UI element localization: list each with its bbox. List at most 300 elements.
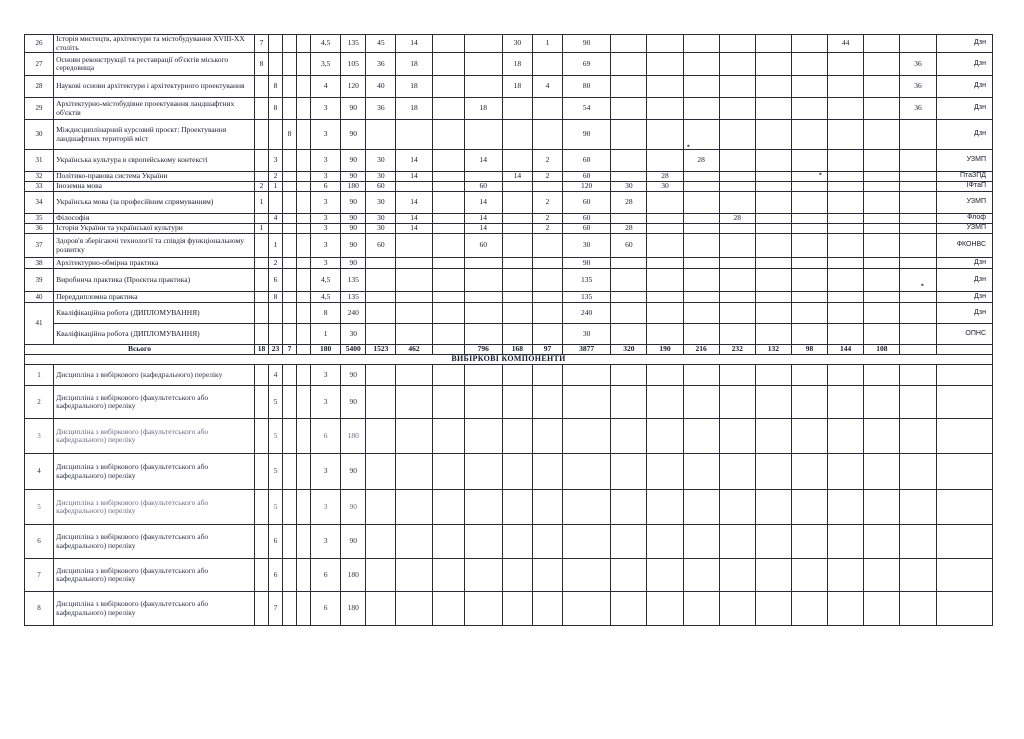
value-cell	[283, 224, 297, 234]
value-cell	[432, 365, 464, 386]
value-cell	[432, 224, 464, 234]
value-cell	[283, 192, 297, 214]
total-value: 1523	[366, 345, 396, 355]
value-cell	[719, 490, 755, 525]
value-cell	[432, 559, 464, 592]
value-cell: 18	[464, 98, 502, 120]
discipline-name: Кваліфікаційна робота (ДИПЛОМУВАННЯ)	[54, 324, 255, 345]
value-cell: 1	[254, 224, 268, 234]
value-cell	[791, 525, 827, 559]
value-cell	[254, 419, 268, 454]
department-code: Дзн	[936, 269, 992, 292]
value-cell	[283, 172, 297, 182]
value-cell	[532, 365, 562, 386]
value-cell	[366, 386, 396, 419]
value-cell	[254, 258, 268, 269]
value-cell: 60	[563, 192, 611, 214]
row-number: 39	[25, 269, 54, 292]
value-cell	[647, 324, 683, 345]
value-cell: 14	[464, 224, 502, 234]
department-code: Дзн	[936, 76, 992, 98]
value-cell	[297, 214, 311, 224]
value-cell	[864, 53, 900, 76]
value-cell	[683, 559, 719, 592]
value-cell	[719, 182, 755, 192]
value-cell	[647, 120, 683, 150]
value-cell	[864, 592, 900, 626]
value-cell	[755, 76, 791, 98]
value-cell: 60	[366, 234, 396, 258]
value-cell	[828, 559, 864, 592]
value-cell	[283, 258, 297, 269]
row-number: 32	[25, 172, 54, 182]
value-cell	[502, 490, 532, 525]
value-cell	[791, 490, 827, 525]
value-cell	[864, 98, 900, 120]
value-cell	[900, 419, 936, 454]
value-cell	[647, 214, 683, 224]
value-cell	[864, 386, 900, 419]
value-cell	[254, 490, 268, 525]
value-cell	[611, 365, 647, 386]
row-number: 5	[25, 490, 54, 525]
department-code	[936, 386, 992, 419]
value-cell: 4	[532, 76, 562, 98]
value-cell	[366, 258, 396, 269]
total-value: 18	[254, 345, 268, 355]
elective-row	[25, 592, 993, 626]
value-cell	[396, 324, 432, 345]
value-cell: 90	[563, 258, 611, 269]
value-cell	[611, 214, 647, 224]
discipline-name: Архітектурно-обмірна практика	[54, 258, 255, 269]
value-cell	[719, 172, 755, 182]
value-cell	[900, 386, 936, 419]
value-cell	[755, 214, 791, 224]
discipline-name: Українська мова (за професійним спрямуванням)	[54, 192, 255, 214]
value-cell: 4	[268, 365, 282, 386]
value-cell	[502, 559, 532, 592]
value-cell	[611, 150, 647, 172]
value-cell	[683, 269, 719, 292]
value-cell	[611, 98, 647, 120]
value-cell	[755, 454, 791, 490]
value-cell	[532, 454, 562, 490]
value-cell: 14	[464, 192, 502, 214]
value-cell	[254, 559, 268, 592]
row-number: 1	[25, 365, 54, 386]
discipline-name: Наукові основи архітектури і архітектурного проектування	[54, 76, 255, 98]
value-cell	[464, 490, 502, 525]
value-cell	[464, 386, 502, 419]
value-cell	[900, 258, 936, 269]
value-cell	[268, 53, 282, 76]
value-cell	[432, 234, 464, 258]
value-cell	[254, 172, 268, 182]
value-cell	[254, 525, 268, 559]
value-cell: 240	[563, 303, 611, 324]
value-cell	[366, 525, 396, 559]
total-value	[297, 345, 311, 355]
value-cell	[396, 386, 432, 419]
value-cell	[828, 365, 864, 386]
value-cell	[283, 150, 297, 172]
value-cell	[828, 592, 864, 626]
value-cell	[900, 269, 936, 292]
discipline-name: Кваліфікаційна робота (ДИПЛОМУВАННЯ)	[54, 303, 255, 324]
value-cell	[755, 592, 791, 626]
value-cell	[719, 592, 755, 626]
discipline-name: Дисципліна з вибіркового (факультетського або кафедрального) переліку	[54, 386, 255, 419]
value-cell	[283, 386, 297, 419]
value-cell	[791, 303, 827, 324]
table-row	[25, 292, 993, 303]
table-row	[25, 35, 993, 53]
value-cell	[791, 214, 827, 224]
value-cell: 30	[366, 224, 396, 234]
value-cell	[755, 292, 791, 303]
value-cell	[366, 303, 396, 324]
value-cell: 1	[268, 182, 282, 192]
value-cell	[791, 386, 827, 419]
value-cell	[755, 258, 791, 269]
value-cell: 90	[341, 172, 366, 182]
value-cell	[611, 53, 647, 76]
value-cell	[900, 214, 936, 224]
value-cell: 8	[283, 120, 297, 150]
value-cell	[297, 35, 311, 53]
value-cell: 40	[366, 76, 396, 98]
value-cell: 28	[719, 214, 755, 224]
value-cell	[432, 269, 464, 292]
value-cell: 30	[366, 172, 396, 182]
elective-row	[25, 525, 993, 559]
value-cell	[268, 324, 282, 345]
value-cell	[268, 224, 282, 234]
elective-row	[25, 386, 993, 419]
value-cell	[864, 269, 900, 292]
value-cell	[791, 258, 827, 269]
value-cell	[283, 324, 297, 345]
value-cell	[791, 224, 827, 234]
value-cell	[396, 525, 432, 559]
discipline-name: Історія України та української культури	[54, 224, 255, 234]
value-cell: 7	[268, 592, 282, 626]
value-cell	[297, 120, 311, 150]
value-cell: 90	[341, 454, 366, 490]
value-cell	[611, 592, 647, 626]
value-cell	[396, 592, 432, 626]
value-cell	[297, 98, 311, 120]
department-code: Дзн	[936, 120, 992, 150]
value-cell	[647, 559, 683, 592]
total-value: 232	[719, 345, 755, 355]
department-code	[936, 419, 992, 454]
value-cell	[297, 324, 311, 345]
value-cell: 90	[563, 120, 611, 150]
value-cell	[864, 525, 900, 559]
value-cell: 4,5	[311, 35, 341, 53]
department-code	[936, 454, 992, 490]
value-cell	[532, 258, 562, 269]
value-cell	[828, 234, 864, 258]
value-cell: 180	[341, 592, 366, 626]
value-cell	[563, 365, 611, 386]
value-cell	[432, 386, 464, 419]
value-cell	[432, 98, 464, 120]
row-number: 27	[25, 53, 54, 76]
total-value: 3877	[563, 345, 611, 355]
section-header-row	[25, 355, 993, 365]
value-cell	[464, 292, 502, 303]
value-cell: 3	[311, 120, 341, 150]
value-cell	[464, 53, 502, 76]
value-cell	[828, 53, 864, 76]
value-cell	[683, 419, 719, 454]
value-cell	[900, 192, 936, 214]
stray-mark: •	[818, 170, 823, 179]
department-code: Дзн	[936, 35, 992, 53]
value-cell	[900, 454, 936, 490]
value-cell	[647, 525, 683, 559]
value-cell	[297, 592, 311, 626]
value-cell: 60	[563, 214, 611, 224]
value-cell	[828, 419, 864, 454]
discipline-name: Виробнича практика (Проєктна практика)	[54, 269, 255, 292]
value-cell	[683, 454, 719, 490]
value-cell: 14	[396, 172, 432, 182]
value-cell	[464, 258, 502, 269]
value-cell	[432, 182, 464, 192]
value-cell: 90	[563, 35, 611, 53]
value-cell: 7	[254, 35, 268, 53]
value-cell	[366, 454, 396, 490]
total-value: 132	[755, 345, 791, 355]
value-cell	[755, 525, 791, 559]
total-value: 180	[311, 345, 341, 355]
value-cell: 120	[563, 182, 611, 192]
total-value: 190	[647, 345, 683, 355]
value-cell	[611, 490, 647, 525]
value-cell: 3	[311, 490, 341, 525]
table-row	[25, 192, 993, 214]
value-cell	[611, 559, 647, 592]
value-cell	[254, 98, 268, 120]
value-cell	[719, 303, 755, 324]
discipline-name: Філософія	[54, 214, 255, 224]
value-cell	[297, 269, 311, 292]
total-value: 98	[791, 345, 827, 355]
value-cell	[563, 419, 611, 454]
value-cell	[864, 172, 900, 182]
value-cell	[647, 303, 683, 324]
value-cell	[683, 214, 719, 224]
department-code: Флоф	[936, 214, 992, 224]
row-number: 33	[25, 182, 54, 192]
value-cell: 240	[341, 303, 366, 324]
value-cell	[900, 365, 936, 386]
value-cell	[647, 258, 683, 269]
value-cell	[900, 234, 936, 258]
value-cell	[297, 386, 311, 419]
value-cell	[464, 365, 502, 386]
value-cell	[828, 150, 864, 172]
value-cell	[864, 292, 900, 303]
value-cell	[828, 525, 864, 559]
value-cell: 180	[341, 419, 366, 454]
value-cell	[532, 182, 562, 192]
value-cell	[900, 150, 936, 172]
value-cell: 5	[268, 419, 282, 454]
value-cell	[532, 386, 562, 419]
value-cell	[432, 120, 464, 150]
value-cell	[791, 150, 827, 172]
value-cell	[647, 419, 683, 454]
value-cell	[719, 192, 755, 214]
value-cell	[900, 490, 936, 525]
value-cell	[283, 419, 297, 454]
value-cell	[900, 592, 936, 626]
value-cell	[283, 35, 297, 53]
value-cell	[719, 234, 755, 258]
value-cell: 135	[563, 292, 611, 303]
value-cell: 1	[254, 192, 268, 214]
value-cell	[297, 419, 311, 454]
value-cell: 3	[311, 234, 341, 258]
value-cell	[791, 592, 827, 626]
row-number: 26	[25, 35, 54, 53]
value-cell	[283, 490, 297, 525]
value-cell: 44	[828, 35, 864, 53]
value-cell	[464, 269, 502, 292]
value-cell	[791, 53, 827, 76]
value-cell: 30	[563, 324, 611, 345]
discipline-name: Дисципліна з вибіркового (факультетського або кафедрального) переліку	[54, 490, 255, 525]
value-cell	[283, 365, 297, 386]
value-cell: 60	[611, 234, 647, 258]
value-cell	[502, 269, 532, 292]
value-cell	[828, 120, 864, 150]
value-cell: 3	[311, 454, 341, 490]
value-cell	[683, 258, 719, 269]
value-cell	[864, 35, 900, 53]
value-cell	[755, 490, 791, 525]
value-cell	[828, 258, 864, 269]
value-cell: 3	[268, 150, 282, 172]
value-cell	[432, 172, 464, 182]
value-cell: 14	[464, 150, 502, 172]
department-code: УЗМП	[936, 224, 992, 234]
value-cell	[432, 214, 464, 224]
value-cell	[502, 292, 532, 303]
value-cell: 36	[366, 53, 396, 76]
table-row	[25, 53, 993, 76]
value-cell	[864, 214, 900, 224]
value-cell	[719, 150, 755, 172]
department-code	[936, 592, 992, 626]
value-cell	[432, 525, 464, 559]
value-cell	[532, 98, 562, 120]
value-cell: 2	[254, 182, 268, 192]
total-value	[432, 345, 464, 355]
value-cell	[647, 150, 683, 172]
value-cell: 2	[268, 258, 282, 269]
department-code	[936, 345, 992, 355]
department-code: ОПНС	[936, 324, 992, 345]
department-code: ФКОНВС	[936, 234, 992, 258]
department-code: Дзн	[936, 258, 992, 269]
value-cell	[900, 172, 936, 182]
value-cell	[532, 120, 562, 150]
value-cell	[864, 234, 900, 258]
row-number: 4	[25, 454, 54, 490]
value-cell	[647, 454, 683, 490]
department-code	[936, 525, 992, 559]
value-cell	[502, 386, 532, 419]
value-cell	[683, 525, 719, 559]
value-cell	[283, 76, 297, 98]
value-cell: 4,5	[311, 269, 341, 292]
value-cell	[432, 490, 464, 525]
value-cell	[254, 269, 268, 292]
value-cell	[366, 419, 396, 454]
value-cell: 14	[396, 192, 432, 214]
total-value: 216	[683, 345, 719, 355]
row-number: 2	[25, 386, 54, 419]
value-cell	[297, 53, 311, 76]
value-cell	[502, 224, 532, 234]
value-cell: 14	[502, 172, 532, 182]
stray-mark: •	[686, 142, 691, 151]
value-cell: 3,5	[311, 53, 341, 76]
row-number: 31	[25, 150, 54, 172]
value-cell	[719, 35, 755, 53]
value-cell	[791, 419, 827, 454]
value-cell	[502, 258, 532, 269]
value-cell: 30	[366, 192, 396, 214]
value-cell	[432, 53, 464, 76]
row-number: 34	[25, 192, 54, 214]
value-cell: 6	[311, 182, 341, 192]
total-label: Всього	[25, 345, 255, 355]
value-cell: 90	[341, 490, 366, 525]
value-cell	[828, 386, 864, 419]
value-cell: 18	[502, 53, 532, 76]
value-cell: 8	[268, 76, 282, 98]
value-cell	[647, 192, 683, 214]
value-cell	[864, 182, 900, 192]
value-cell: 30	[366, 214, 396, 224]
value-cell	[432, 454, 464, 490]
value-cell: 45	[366, 35, 396, 53]
value-cell	[366, 365, 396, 386]
value-cell	[900, 35, 936, 53]
value-cell	[432, 292, 464, 303]
value-cell	[683, 98, 719, 120]
total-value: 320	[611, 345, 647, 355]
value-cell	[719, 98, 755, 120]
department-code: Дзн	[936, 303, 992, 324]
department-code	[936, 365, 992, 386]
value-cell	[464, 172, 502, 182]
value-cell	[647, 269, 683, 292]
value-cell: 3	[311, 98, 341, 120]
value-cell	[283, 454, 297, 490]
value-cell: 54	[563, 98, 611, 120]
value-cell	[864, 150, 900, 172]
value-cell	[297, 525, 311, 559]
value-cell	[396, 234, 432, 258]
